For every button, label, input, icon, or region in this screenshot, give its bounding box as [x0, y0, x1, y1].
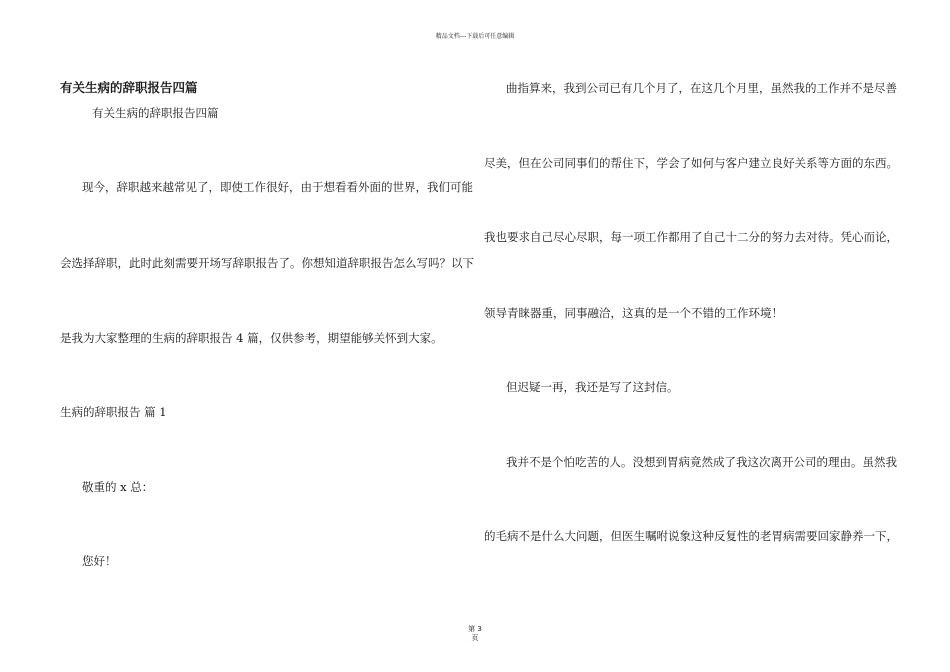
right-paragraph-line: 领导青睐器重，同事融洽，这真的是一个不错的工作环境！: [484, 306, 783, 320]
document-title: 有关生病的辞职报告四篇: [60, 80, 198, 95]
right-paragraph-line: 我并不是个怕吃苦的人。没想到胃病竟然成了我这次离开公司的理由。虽然我: [506, 455, 897, 469]
page-number-line: 第 3: [468, 625, 482, 633]
left-paragraph-line: 会选择辞职，此时此刻需要开场写辞职报告了。你想知道辞职报告怎么写吗？以下: [60, 256, 474, 270]
document-subtitle: 有关生病的辞职报告四篇: [92, 106, 219, 120]
page-number: [463, 625, 487, 643]
left-paragraph-line: 现今，辞职越来越常见了，即使工作很好，由于想看看外面的世界，我们可能: [82, 180, 473, 194]
right-paragraph-line: 我也要求自己尽心尽职，每一项工作都用了自己十二分的努力去对待。凭心而论，: [484, 230, 898, 244]
section-heading: 生病的辞职报告 篇 1: [60, 405, 167, 419]
right-paragraph-line: 尽美，但在公司同事们的帮住下，学会了如何与客户建立良好关系等方面的东西。: [484, 156, 898, 170]
left-paragraph-line: 是我为大家整理的生病的辞职报告 4 篇，仅供参考，期望能够关怀到大家。: [60, 331, 443, 345]
page-number-suffix: 页: [471, 634, 479, 642]
letter-salutation: 敬重的 x 总：: [82, 480, 154, 494]
right-paragraph-line: 的毛病不是什么大问题，但医生嘱咐说象这种反复性的老胃病需要回家静养一下，: [484, 529, 898, 543]
right-paragraph-line: 曲指算来，我到公司已有几个月了，在这几个月里，虽然我的工作并不是尽善: [506, 81, 897, 95]
page-header: 精品文档---下载后可任意编辑: [435, 33, 515, 40]
right-paragraph-line: 但迟疑一再，我还是写了这封信。: [506, 380, 679, 394]
letter-greeting: 您好！: [82, 554, 117, 568]
